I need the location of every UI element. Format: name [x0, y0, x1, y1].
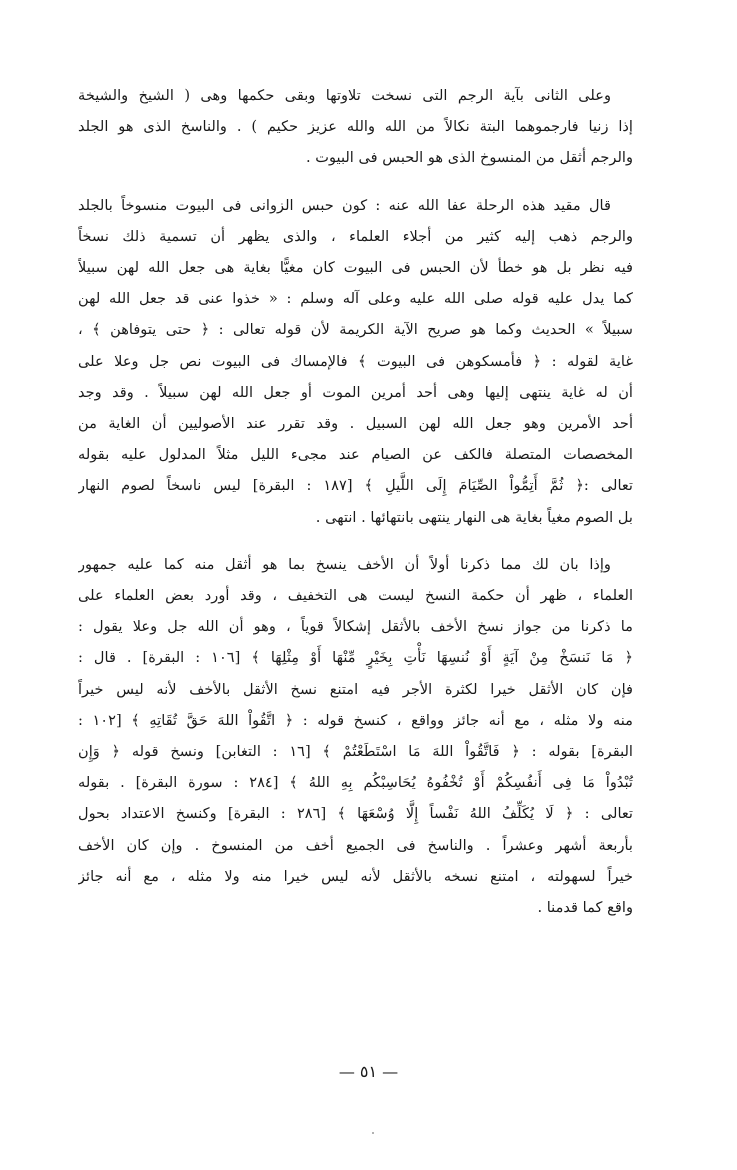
text-line: ما ذكرنا من جواز نسخ الأخف بالأثقل إشكالاً قوياً ، وهو أن الله جل وعلا يقول :	[78, 618, 633, 636]
text-line: واقع كما قدمنا .	[537, 899, 633, 917]
text-line: تعالى : ﴿ لَا يُكَلِّفُ اللهُ نَفْساً إِلَّا وُسْعَهَا ﴾ [٢٨٦ : البقرة] وكنسخ الاعتداد بحول	[78, 805, 633, 823]
text-line: ﴿ مَا نَنسَخْ مِنْ آيَةٍ أَوْ نُنسِهَا نَأْتِ بِخَيْرٍ مِّنْهَا أَوْ مِثْلِهَا ﴾ [١٠٦ : البقرة] . قال :	[78, 649, 633, 667]
paragraph-3	[78, 549, 657, 923]
text-line: كما يدل عليه قوله صلى الله عليه وعلى آله وسلم : « خذوا عنى قد جعل الله لهن	[78, 290, 633, 308]
text-line: وعلى الثانى بآية الرجم التى نسخت تلاوتها وبقى حكمها وهى ( الشيخ والشيخة	[78, 87, 611, 104]
text-line: قال مقيد هذه الرحلة عفا الله عنه : كون حبس الزوانى فى البيوت منسوخاً بالجلد	[78, 196, 611, 214]
text-line: المخصصات المتصلة فالكف عن الصيام عند مجىء الليل مثلاً المدلول عليه بقوله	[78, 446, 633, 464]
text-line: والرجم ذهب إليه كثير من أجلاء العلماء ، والذى يظهر أن تسمية ذلك نسخاً	[78, 227, 633, 245]
text-line: سبيلاً » الحديث وكما هو صريح الآية الكريمة لأن قوله تعالى : ﴿ حتى يتوفاهن ﴾ ،	[78, 321, 633, 339]
page-number: — ٥١ —	[338, 1062, 399, 1081]
text-line: العلماء ، ظهر أن حكمة النسخ ليست هى التخفيف ، وقد أورد بعض العلماء على	[78, 587, 633, 605]
text-line: بل الصوم مغياً بغاية هى النهار ينتهى بانتهائها . انتهى .	[315, 508, 633, 526]
text-line: أن له غاية ينتهى إليها وهى أحد أمرين الموت أو جعل الله لهن سبيلاً . وقد وجد	[78, 383, 633, 401]
text-line: بأربعة أشهر وعشراً . والناسخ فى الجميع أخف من المنسوخ . وإن كان الأخف	[78, 836, 633, 854]
text-line: غاية لقوله : ﴿ فأمسكوهن فى البيوت ﴾ فالإمساك فى البيوت نص جل وعلا على	[78, 352, 633, 370]
text-line: فإن كان الأثقل خيرا لكثرة الأجر فيه امتنع نسخ الأثقل بالأخف لأنه ليس خيراً	[78, 680, 633, 698]
text-line: منه ولا مثله ، مع أنه جائز وواقع ، كنسخ قوله : ﴿ اتَّقُواْ اللهَ حَقَّ تُقَاتِهِ ﴾ [١٠٢ :	[78, 711, 633, 729]
text-line: البقرة] بقوله : ﴿ فَاتَّقُواْ اللهَ مَا اسْتَطَعْتُمْ ﴾ [١٦ : التغابن] ونسخ قوله ﴿ وَإِن	[78, 743, 633, 761]
text-line: خيراً لسهولته ، امتنع نسخه بالأثقل لأنه ليس خيرا منه ولا مثله ، مع أنه جائز	[78, 867, 633, 885]
text-line: والرجم أثقل من المنسوخ الذى هو الحبس فى البيوت .	[306, 149, 633, 167]
text-line: فيه نظر بل هو خطأ لأن الحبس فى البيوت كان مغيًّا بغاية هى جعل الله لهن سبيلاً	[78, 259, 633, 277]
scan-speck	[372, 1132, 374, 1134]
text-line: تعالى :﴿ ثُمَّ أَتِمُّواْ الصِّيَامَ إِلَى اللَّيلِ ﴾ [١٨٧ : البقرة] ليس ناسخاً لصوم النهار	[78, 477, 633, 495]
paragraph-2	[78, 190, 657, 533]
text-line: إذا زنيا فارجموهما البتة نكالاً من الله والله عزيز حكيم ) . والناسخ الذى هو الجلد	[78, 118, 633, 136]
text-line: تُبْدُواْ مَا فِى أَنفُسِكُمْ أَوْ تُخْفُوهُ يُحَاسِبْكُم بِهِ اللهُ ﴾ [٢٨٤ : سورة البقرة] . بقوله	[78, 774, 633, 792]
text-line: وإذا بان لك مما ذكرنا أولاً أن الأخف ينسخ بما هو أثقل منه كما عليه جمهور	[78, 555, 611, 573]
paragraph-1	[78, 80, 657, 174]
text-line: أحد الأمرين وهو جعل الله لهن السبيل . وقد تقرر عند الأصوليين أن الغاية من	[78, 415, 633, 433]
page-body	[78, 80, 657, 923]
